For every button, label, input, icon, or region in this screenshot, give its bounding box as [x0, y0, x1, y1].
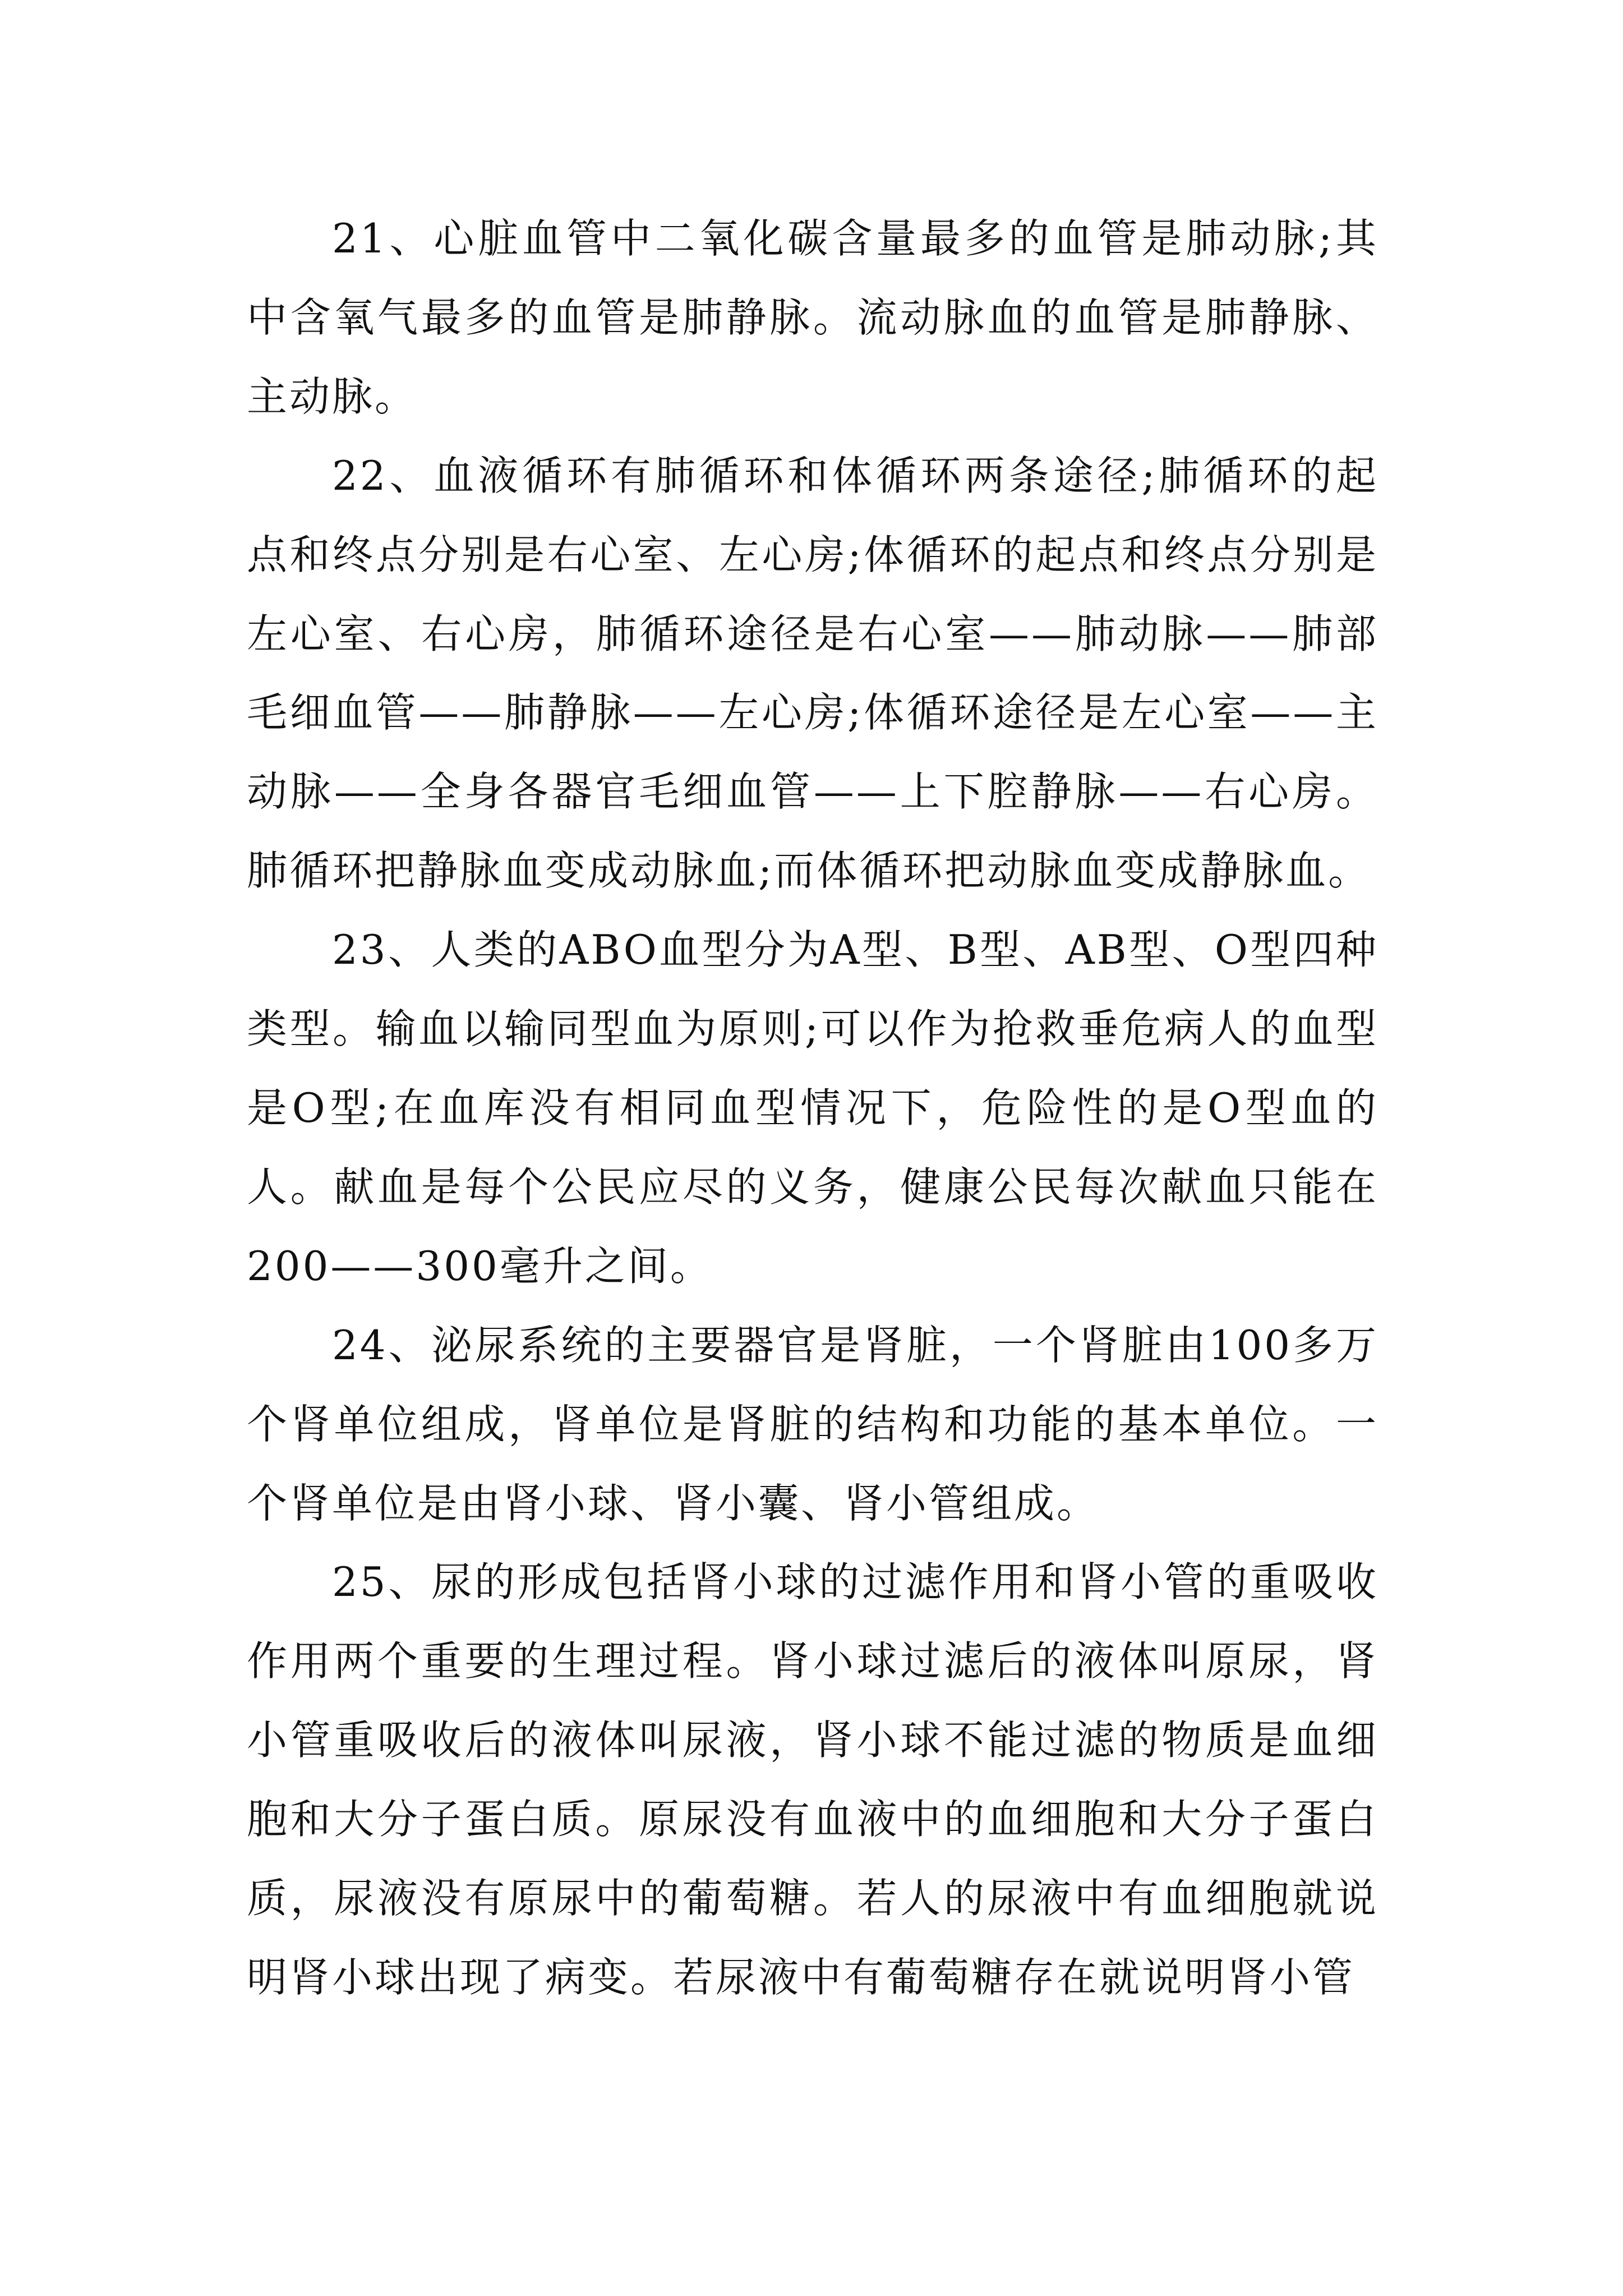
- paragraph-23: 23、人类的ABO血型分为A型、B型、AB型、O型四种类型。输血以输同型血为原则;可以作为抢救垂危病人的血型是O型;在血库没有相同血型情况下，危险性的是O型血的人。献血是每个公民应尽的义务，健康公民每次献血只能在200——300毫升之间。: [247, 926, 1378, 1290]
- paragraph-22: 22、血液循环有肺循环和体循环两条途径;肺循环的起点和终点分别是右心室、左心房;体循环的起点和终点分别是左心室、右心房，肺循环途径是右心室——肺动脉——肺部毛细血管——肺静脉——左心房;体循环途径是左心室——主动脉——全身各器官毛细血管——上下腔静脉——右心房。肺循环把静脉血变成动脉血;而体循环把动脉血变成静脉血。: [247, 452, 1378, 895]
- paragraph-24: 24、泌尿系统的主要器官是肾脏，一个肾脏由100多万个肾单位组成，肾单位是肾脏的结构和功能的基本单位。一个肾单位是由肾小球、肾小囊、肾小管组成。: [247, 1321, 1378, 1527]
- paragraph-21: 21、心脏血管中二氧化碳含量最多的血管是肺动脉;其中含氧气最多的血管是肺静脉。流动脉血的血管是肺静脉、主动脉。: [247, 215, 1378, 420]
- document-body: [247, 199, 1378, 2017]
- paragraph-25: 25、尿的形成包括肾小球的过滤作用和肾小管的重吸收作用两个重要的生理过程。肾小球过滤后的液体叫原尿，肾小管重吸收后的液体叫尿液，肾小球不能过滤的物质是血细胞和大分子蛋白质。原尿没有血液中的血细胞和大分子蛋白质，尿液没有原尿中的葡萄糖。若人的尿液中有血细胞就说明肾小球出现了病变。若尿液中有葡萄糖存在就说明肾小管: [247, 1558, 1378, 2001]
